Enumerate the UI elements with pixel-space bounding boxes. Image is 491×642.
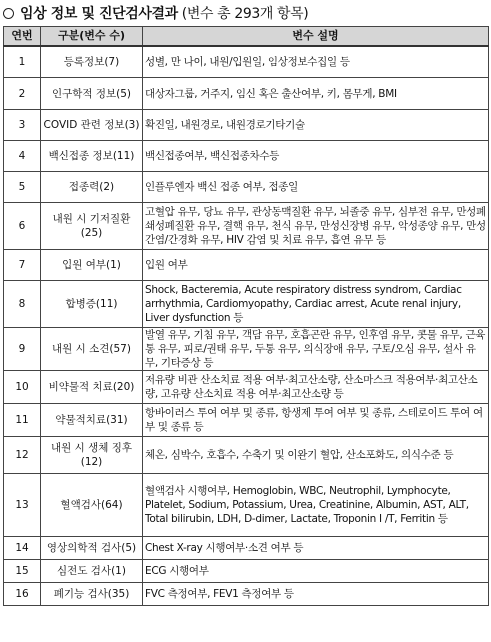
row-category: 접종력(2): [41, 172, 143, 203]
table-row: [4, 250, 489, 281]
table-row: [4, 281, 489, 328]
row-number: 11: [4, 404, 41, 437]
table-row: [4, 78, 489, 110]
row-description: Shock, Bacteremia, Acute respiratory distress syndrom, Cardiac arrhythmia, Cardiomyopathy, Cardiac arrest, Acute renal injury, Liver dysfunction 등: [143, 281, 489, 328]
row-description: 대상자그룹, 거주지, 임신 혹은 출산여부, 키, 몸무게, BMI: [143, 78, 489, 110]
table-row: [4, 203, 489, 250]
row-number: 14: [4, 537, 41, 560]
row-description: 고혈압 유무, 당뇨 유무, 관상동맥질환 유무, 뇌졸중 유무, 심부전 유무, 만성폐쇄성폐질환 유무, 결핵 유무, 천식 유무, 만성신장병 유무, 악성종양 유무, 만성간염/간경화 유무, HIV 감염 및 치료 유무, 흡연 유무 등: [143, 203, 489, 250]
row-description: 저유량 비관 산소치료 적용 여부·최고산소량, 산소마스크 적용여부·최고산소량, 고유량 산소치료 적용 여부·최고산소량 등: [143, 371, 489, 404]
table-row: [4, 583, 489, 606]
row-number: 8: [4, 281, 41, 328]
row-category: 합병증(11): [41, 281, 143, 328]
table-row: [4, 537, 489, 560]
table-row: [4, 437, 489, 474]
row-number: 2: [4, 78, 41, 110]
row-category: 백신접종 정보(11): [41, 141, 143, 172]
row-number: 13: [4, 474, 41, 537]
row-category: 내원 시 기저질환(25): [41, 203, 143, 250]
row-category: 입원 여부(1): [41, 250, 143, 281]
row-category: 등록정보(7): [41, 46, 143, 78]
row-category: 영상의학적 검사(5): [41, 537, 143, 560]
row-number: 5: [4, 172, 41, 203]
table-header-row: [4, 27, 489, 47]
row-description: 발열 유무, 기침 유무, 객담 유무, 호흡곤란 유무, 인후염 유무, 콧물 유무, 근육통 유무, 피로/권태 유무, 두통 유무, 의식장애 유무, 구토/오심 유무, 설사 유무, 기타증상 등: [143, 328, 489, 371]
row-number: 15: [4, 560, 41, 583]
row-description: 항바이러스 투여 여부 및 종류, 항생제 투여 여부 및 종류, 스테로이드 투여 여부 및 종류 등: [143, 404, 489, 437]
row-category: 내원 시 소견(57): [41, 328, 143, 371]
row-description: FVC 측정여부, FEV1 측정여부 등: [143, 583, 489, 606]
row-number: 1: [4, 46, 41, 78]
table-row: [4, 328, 489, 371]
row-number: 6: [4, 203, 41, 250]
row-category: 약물적치료(31): [41, 404, 143, 437]
circle-bullet-icon: [3, 8, 14, 19]
row-category: 폐기능 검사(35): [41, 583, 143, 606]
row-description: 백신접종여부, 백신접종차수등: [143, 141, 489, 172]
table-row: [4, 172, 489, 203]
row-category: 심전도 검사(1): [41, 560, 143, 583]
table-row: [4, 474, 489, 537]
row-number: 10: [4, 371, 41, 404]
row-category: 인구학적 정보(5): [41, 78, 143, 110]
row-category: 내원 시 생체 징후(12): [41, 437, 143, 474]
table-row: [4, 404, 489, 437]
row-category: COVID 관련 정보(3): [41, 110, 143, 141]
title-main: 임상 정보 및 진단검사결과: [20, 6, 178, 22]
table-row: [4, 141, 489, 172]
row-number: 3: [4, 110, 41, 141]
title-sub: (변수 총 293개 항목): [181, 6, 309, 22]
table-row: [4, 46, 489, 78]
row-category: 비약물적 치료(20): [41, 371, 143, 404]
row-description: ECG 시행여부: [143, 560, 489, 583]
clinical-variables-table: [3, 26, 489, 606]
row-description: 입원 여부: [143, 250, 489, 281]
row-number: 7: [4, 250, 41, 281]
row-description: 성별, 만 나이, 내원/입원일, 임상정보수집일 등: [143, 46, 489, 78]
header-description: 변수 설명: [143, 27, 489, 47]
row-number: 4: [4, 141, 41, 172]
row-category: 혈액검사(64): [41, 474, 143, 537]
header-no: 연번: [4, 27, 41, 47]
table-row: [4, 560, 489, 583]
row-number: 9: [4, 328, 41, 371]
row-description: 인플루엔자 백신 접종 여부, 접종일: [143, 172, 489, 203]
table-row: [4, 371, 489, 404]
row-number: 16: [4, 583, 41, 606]
row-number: 12: [4, 437, 41, 474]
row-description: Chest X-ray 시행여부·소견 여부 등: [143, 537, 489, 560]
row-description: 체온, 심박수, 호흡수, 수축기 및 이완기 혈압, 산소포화도, 의식수준 등: [143, 437, 489, 474]
header-category: 구분(변수 수): [41, 27, 143, 47]
row-description: 혈액검사 시행여부, Hemoglobin, WBC, Neutrophil, Lymphocyte, Platelet, Sodium, Potassium, Urea, Creatinine, Albumin, AST, ALT, Total bilirubin, LDH, D-dimer, Lactate, Troponin I /T, Ferritin 등: [143, 474, 489, 537]
row-description: 확진일, 내원경로, 내원경로기타기술: [143, 110, 489, 141]
section-title: [3, 2, 308, 24]
table-row: [4, 110, 489, 141]
